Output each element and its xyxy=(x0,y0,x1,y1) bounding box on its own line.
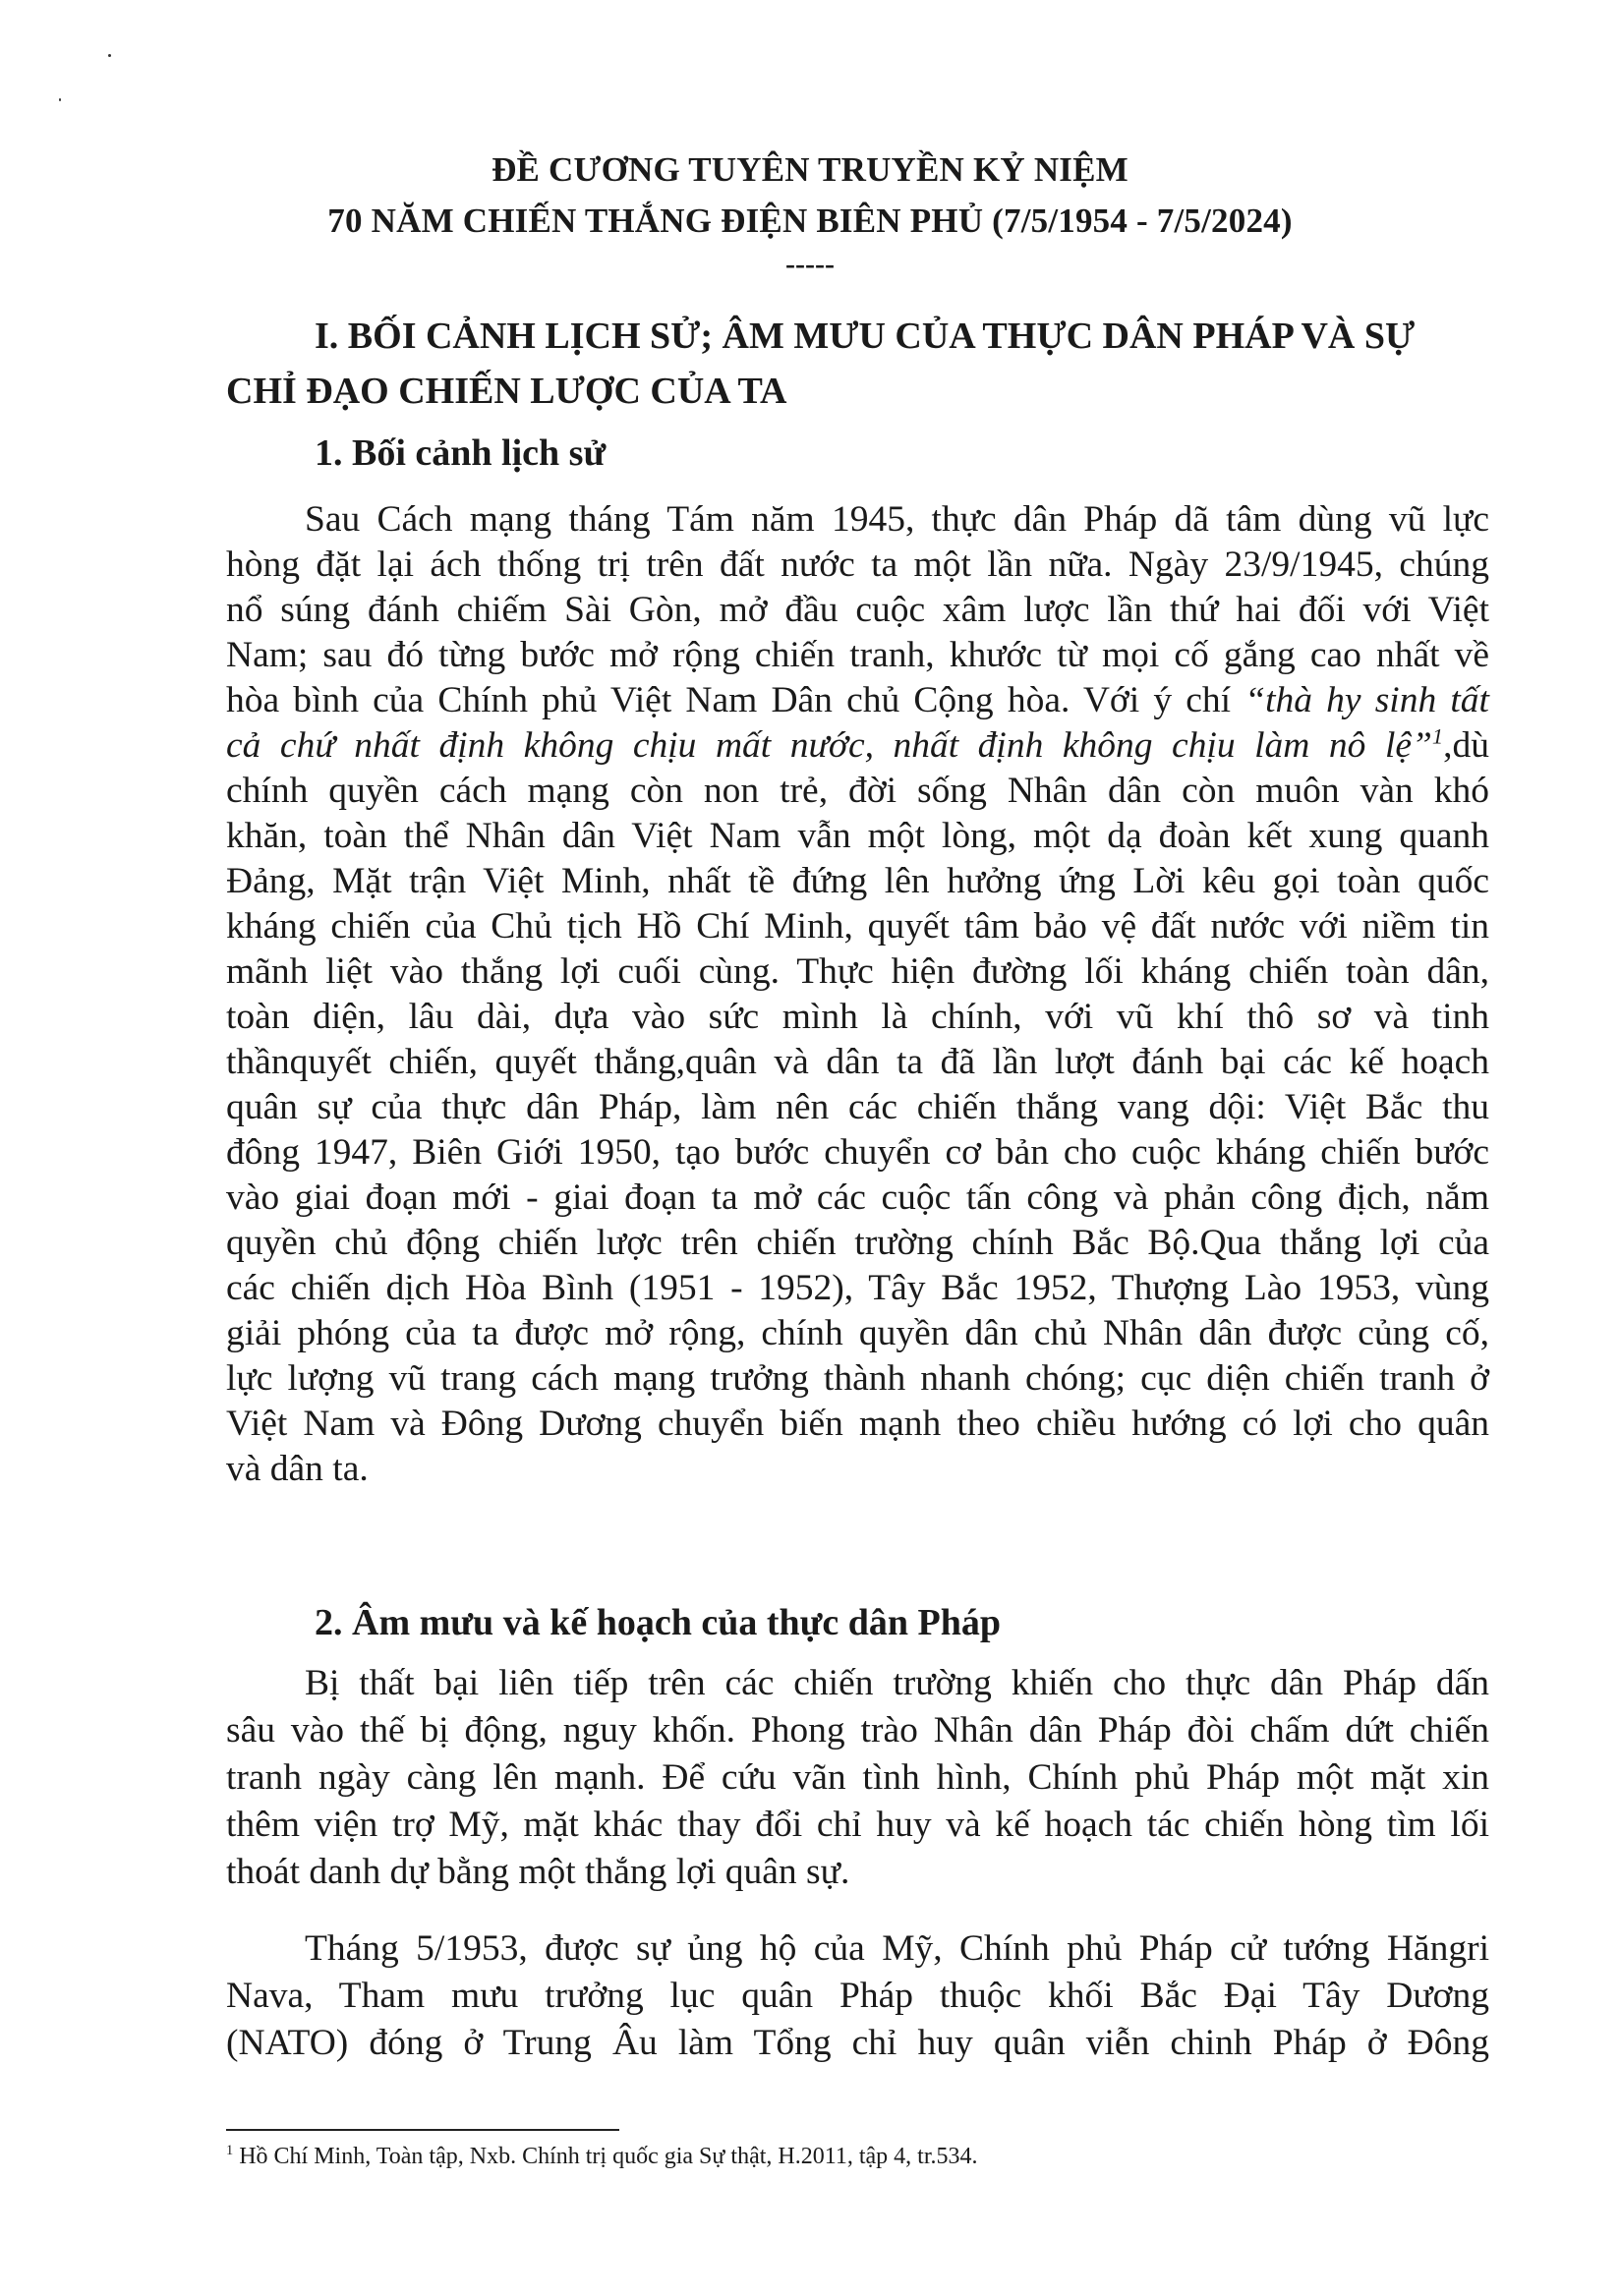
footnote-separator xyxy=(226,2129,619,2131)
text-line: khăn, toàn thể Nhân dân Việt Nam vẫn một lòng, một dạ đoàn kết xung quanh xyxy=(226,816,1489,856)
document-title-line-1: ĐỀ CƯƠNG TUYÊN TRUYỀN KỶ NIỆM xyxy=(492,150,1128,189)
text-line: sâu vào thế bị động, nguy khốn. Phong trào Nhân dân Pháp đòi chấm dứt chiến xyxy=(226,1710,1489,1751)
text-line: Nava, Tham mưu trưởng lục quân Pháp thuộc khối Bắc Đại Tây Dương xyxy=(226,1976,1489,2016)
text-line: Sau Cách mạng tháng Tám năm 1945, thực dân Pháp dã tâm dùng vũ lực xyxy=(305,499,1489,540)
text-line: (NATO) đóng ở Trung Âu làm Tổng chỉ huy quân viễn chinh Pháp ở Đông xyxy=(226,2023,1489,2063)
text-line: Bị thất bại liên tiếp trên các chiến trường khiến cho thực dân Pháp dấn xyxy=(305,1663,1489,1703)
text-line: vào giai đoạn mới - giai đoạn ta mở các cuộc tấn công và phản công địch, nắm xyxy=(226,1177,1489,1218)
text-line: và dân ta. xyxy=(226,1449,369,1489)
footnote-mark: 1 xyxy=(226,2143,234,2158)
text-line xyxy=(226,678,1489,723)
scan-speck xyxy=(108,54,111,57)
text-line: Đảng, Mặt trận Việt Minh, nhất tề đứng lên hưởng ứng Lời kêu gọi toàn quốc xyxy=(226,861,1489,901)
quote-text: cả chứ nhất định không chịu mất nước, nhất định không chịu làm nô lệ” xyxy=(226,725,1432,766)
text-line: giải phóng của ta được mở rộng, chính quyền dân chủ Nhân dân được củng cố, xyxy=(226,1313,1489,1353)
text-line: toàn diện, lâu dài, dựa vào sức mình là chính, với vũ khí thô sơ và tinh xyxy=(226,997,1489,1037)
text-line: Việt Nam và Đông Dương chuyển biến mạnh theo chiều hướng có lợi cho quân xyxy=(226,1404,1489,1444)
scan-speck xyxy=(59,98,61,101)
text-line: Tháng 5/1953, được sự ủng hộ của Mỹ, Chính phủ Pháp cử tướng Hăngri xyxy=(305,1928,1489,1969)
text-line: tranh ngày càng lên mạnh. Để cứu vãn tình hình, Chính phủ Pháp một mặt xin xyxy=(226,1757,1489,1798)
text-segment: ,dù xyxy=(1443,725,1489,766)
text-line: nổ súng đánh chiếm Sài Gòn, mở đầu cuộc xâm lược lần thứ hai đối với Việt xyxy=(226,590,1489,630)
text-line: mãnh liệt vào thắng lợi cuối cùng. Thực hiện đường lối kháng chiến toàn dân, xyxy=(226,951,1489,992)
text-line: đông 1947, Biên Giới 1950, tạo bước chuyển cơ bản cho cuộc kháng chiến bước xyxy=(226,1132,1489,1173)
text-line: quyền chủ động chiến lược trên chiến trường chính Bắc Bộ.Qua thắng lợi của xyxy=(226,1223,1489,1263)
text-line: thầnquyết chiến, quyết thắng,quân và dân ta đã lần lượt đánh bại các kế hoạch xyxy=(226,1042,1489,1082)
text-segment: hòa bình của Chính phủ Việt Nam Dân chủ Cộng hòa. Với ý chí xyxy=(226,680,1245,720)
quote-text: “thà hy sinh tất xyxy=(1244,680,1489,720)
text-line: hòng đặt lại ách thống trị trên đất nước ta một lần nữa. Ngày 23/9/1945, chúng xyxy=(226,545,1489,585)
footnote xyxy=(226,2141,978,2172)
text-line: kháng chiến của Chủ tịch Hồ Chí Minh, quyết tâm bảo vệ đất nước với niềm tin xyxy=(226,906,1489,947)
title-separator: ----- xyxy=(785,248,835,280)
text-line: thoát danh dự bằng một thắng lợi quân sự. xyxy=(226,1852,850,1892)
footnote-reference[interactable]: 1 xyxy=(1431,723,1444,749)
text-line: quân sự của thực dân Pháp, làm nên các chiến thắng vang dội: Việt Bắc thu xyxy=(226,1087,1489,1127)
section-heading-line-1: I. BỐI CẢNH LỊCH SỬ; ÂM MƯU CỦA THỰC DÂN PHÁP VÀ SỰ xyxy=(315,316,1416,357)
text-line: chính quyền cách mạng còn non trẻ, đời sống Nhân dân còn muôn vàn khó xyxy=(226,771,1489,811)
subsection-heading-2: 2. Âm mưu và kế hoạch của thực dân Pháp xyxy=(315,1602,1002,1643)
text-line: lực lượng vũ trang cách mạng trưởng thành nhanh chóng; cục diện chiến tranh ở xyxy=(226,1358,1489,1399)
text-line: các chiến dịch Hòa Bình (1951 - 1952), Tây Bắc 1952, Thượng Lào 1953, vùng xyxy=(226,1268,1489,1308)
document-title-line-2: 70 NĂM CHIẾN THẮNG ĐIỆN BIÊN PHỦ (7/5/1954 - 7/5/2024) xyxy=(327,201,1293,240)
section-heading-line-2: CHỈ ĐẠO CHIẾN LƯỢC CỦA TA xyxy=(226,371,787,412)
text-line xyxy=(226,723,1489,769)
text-line: thêm viện trợ Mỹ, mặt khác thay đổi chỉ huy và kế hoạch tác chiến hòng tìm lối xyxy=(226,1805,1489,1845)
subsection-heading-1: 1. Bối cảnh lịch sử xyxy=(315,432,607,474)
footnote-text: Hồ Chí Minh, Toàn tập, Nxb. Chính trị quốc gia Sự thật, H.2011, tập 4, tr.534. xyxy=(233,2144,978,2169)
text-line: Nam; sau đó từng bước mở rộng chiến tranh, khước từ mọi cố gắng cao nhất về xyxy=(226,635,1489,675)
